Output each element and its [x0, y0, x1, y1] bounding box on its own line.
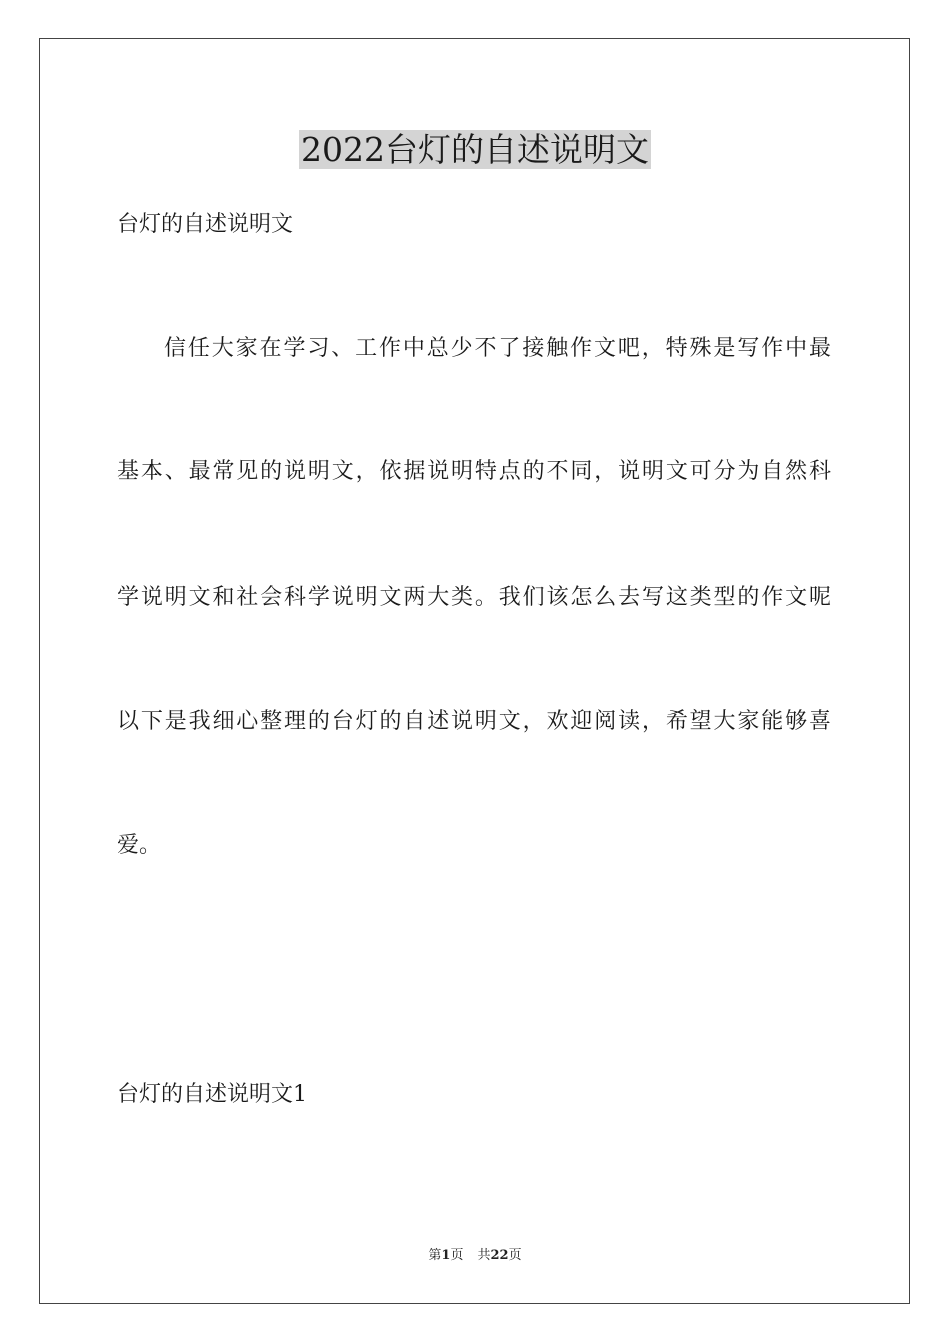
paragraph-line: 以下是我细心整理的台灯的自述说明文，欢迎阅读，希望大家能够喜	[117, 709, 831, 734]
paragraph-line: 信任大家在学习、工作中总少不了接触作文吧，特殊是写作中最	[164, 336, 831, 361]
paragraph-line: 学说明文和社会科学说明文两大类。我们该怎么去写这类型的作文呢	[117, 585, 831, 610]
document-subtitle: 台灯的自述说明文	[117, 212, 294, 237]
paragraph-line: 基本、最常见的说明文，依据说明特点的不同，说明文可分为自然科	[117, 459, 831, 484]
footer-page-suffix: 页	[450, 1248, 464, 1263]
footer-total-pages: 22	[490, 1248, 509, 1263]
footer-page-number: 1	[441, 1248, 451, 1263]
footer-page-prefix: 第	[428, 1248, 442, 1263]
document-title-text: 2022台灯的自述说明文	[301, 130, 649, 169]
document-title	[0, 128, 950, 172]
footer-total-suffix: 页	[508, 1248, 522, 1263]
section-heading: 台灯的自述说明文1	[117, 1082, 307, 1107]
footer-total-prefix: 共	[477, 1248, 491, 1263]
page-footer	[0, 1247, 950, 1265]
paragraph-line: 爱。	[117, 833, 162, 858]
